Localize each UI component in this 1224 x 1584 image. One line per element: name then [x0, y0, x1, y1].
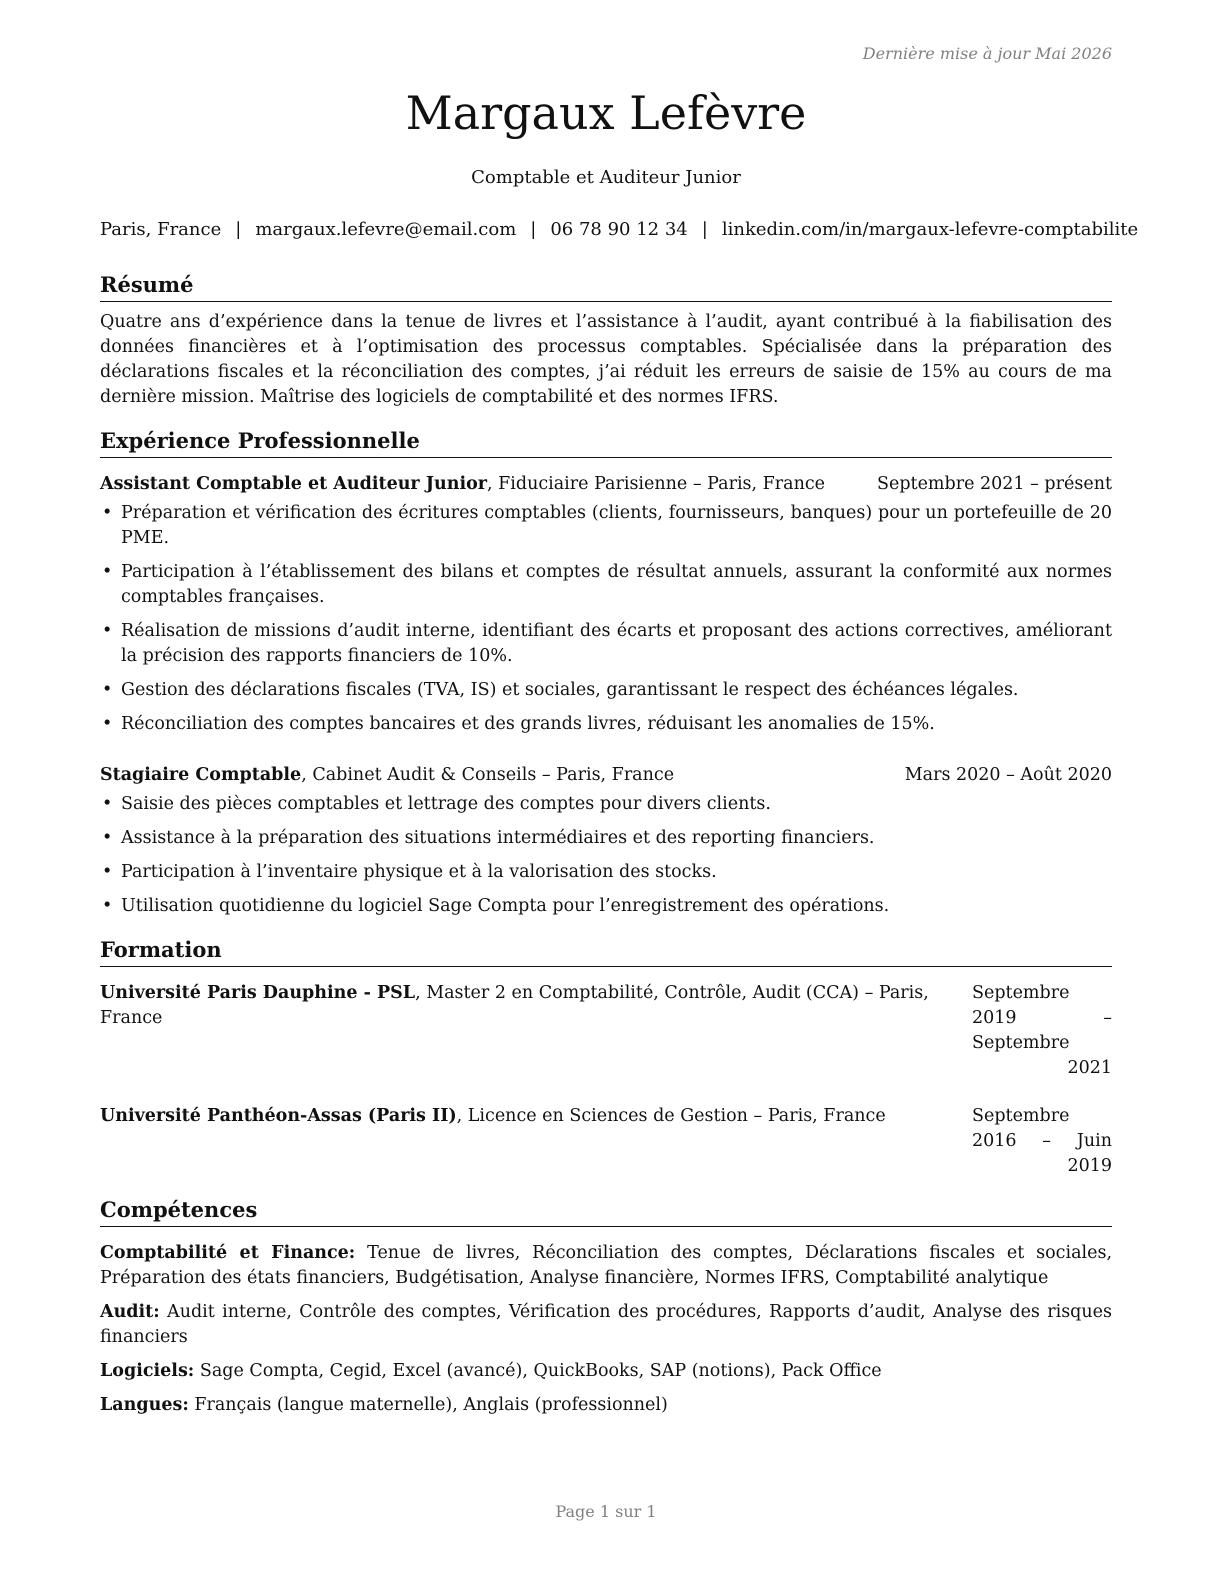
skill-text: Français (langue maternelle), Anglais (professionnel)	[188, 1395, 668, 1415]
skill-line	[100, 1300, 1112, 1350]
education-degree: , Master 2 en Comptabilité, Contrôle, Audit (CCA) – Paris, France	[100, 983, 929, 1028]
job-bullet: • Utilisation quotidienne du logiciel Sage Compta pour l’enregistrement des opérations.	[100, 894, 1112, 919]
job-bullet: • Préparation et vérification des écritures comptables (clients, fournisseurs, banques) pour un portefeuille de 20 PME.	[100, 501, 1112, 551]
education-section	[100, 935, 1112, 1179]
skill-text: Sage Compta, Cegid, Excel (avancé), QuickBooks, SAP (notions), Pack Office	[194, 1361, 882, 1381]
job-role: Assistant Comptable et Auditeur Junior	[100, 474, 488, 494]
job-role-line	[100, 472, 825, 497]
job-org: , Cabinet Audit & Conseils – Paris, France	[301, 765, 675, 785]
resume-page	[100, 0, 1139, 1584]
education-degree: , Licence en Sciences de Gestion – Paris, France	[456, 1106, 886, 1126]
skill-label: Comptabilité et Finance:	[100, 1243, 356, 1263]
education-school: Université Paris Dauphine - PSL	[100, 983, 416, 1003]
job-entry	[100, 763, 1112, 919]
education-dates: Septembre 2016 – Juin 2019	[972, 1106, 1112, 1176]
contact-separator: |	[530, 219, 537, 240]
job-bullet: • Gestion des déclarations fiscales (TVA, IS) et sociales, garantissant le respect des échéances légales.	[100, 678, 1112, 703]
summary-text: Quatre ans d’expérience dans la tenue de livres et l’assistance à l’audit, ayant contribué à la fiabilisation des données financières et à l’optimisation des processus comptables. Spécialisée dans la préparation des déclarations fiscales et la réconciliation des comptes, j’ai réduit les erreurs de saisie de 15% au cours de ma dernière mission. Maîtrise des logiciels de comptabilité et des normes IFRS.	[100, 312, 1112, 407]
job-role-line	[100, 763, 674, 788]
job-bullet: • Participation à l’inventaire physique et à la valorisation des stocks.	[100, 860, 1112, 885]
section-title-summary: Résumé	[100, 270, 1112, 302]
skill-text: Tenue de livres, Réconciliation des comptes, Déclarations fiscales et sociales, Préparation des états financiers, Budgétisation, Analyse financière, Normes IFRS, Comptabilité analytique	[100, 1243, 1113, 1288]
education-dates: Septembre 2019 – Septembre 2021	[972, 983, 1112, 1078]
job-dates: Mars 2020 – Août 2020	[904, 765, 1112, 785]
job-title: Comptable et Auditeur Junior	[471, 167, 741, 188]
skill-label: Audit:	[100, 1302, 160, 1322]
contact-linkedin[interactable]: linkedin.com/in/margaux-lefevre-comptabilite	[721, 219, 1139, 240]
job-bullet: • Réalisation de missions d’audit interne, identifiant des écarts et proposant des actions correctives, améliorant la précision des rapports financiers de 10%.	[100, 619, 1112, 669]
skill-label: Langues:	[100, 1395, 189, 1415]
experience-section	[100, 426, 1112, 919]
contact-separator: |	[701, 219, 708, 240]
job-header	[100, 472, 1112, 497]
job-entry	[100, 472, 1112, 737]
skill-line	[100, 1393, 1112, 1418]
candidate-name: Margaux Lefèvre	[405, 86, 807, 140]
job-role: Stagiaire Comptable	[100, 765, 302, 785]
education-row	[100, 1104, 1112, 1179]
skill-label: Logiciels:	[100, 1361, 195, 1381]
page-number: Page 1 sur 1	[555, 1502, 657, 1521]
job-bullet: • Réconciliation des comptes bancaires et des grands livres, réduisant les anomalies de 15%.	[100, 712, 1112, 737]
job-org: , Fiduciaire Parisienne – Paris, France	[487, 474, 826, 494]
contact-email[interactable]: margaux.lefevre@email.com	[255, 219, 517, 240]
education-entry	[100, 1104, 1112, 1179]
education-info	[100, 1104, 972, 1179]
education-row	[100, 981, 1112, 1081]
job-bullets	[100, 501, 1112, 737]
job-bullet: • Participation à l’établissement des bilans et comptes de résultat annuels, assurant la conformité aux normes comptables françaises.	[100, 560, 1112, 610]
contact-line	[100, 219, 1139, 240]
job-bullet: • Assistance à la préparation des situations intermédiaires et des reporting financiers.	[100, 826, 1112, 851]
job-dates: Septembre 2021 – présent	[877, 474, 1112, 494]
summary-section	[100, 270, 1112, 410]
skills-section	[100, 1195, 1112, 1418]
section-title-education: Formation	[100, 935, 1112, 967]
skill-line	[100, 1241, 1112, 1291]
job-header	[100, 763, 1112, 788]
education-entry	[100, 981, 1112, 1081]
contact-location: Paris, France	[100, 219, 222, 240]
section-title-skills: Compétences	[100, 1195, 1112, 1227]
skill-line	[100, 1359, 1112, 1384]
contact-phone[interactable]: 06 78 90 12 34	[550, 219, 688, 240]
skill-text: Audit interne, Contrôle des comptes, Vérification des procédures, Rapports d’audit, Analyse des risques financiers	[100, 1302, 1112, 1347]
job-bullet: • Saisie des pièces comptables et lettrage des comptes pour divers clients.	[100, 792, 1112, 817]
section-title-experience: Expérience Professionnelle	[100, 426, 1112, 458]
resume-content	[100, 270, 1112, 1434]
last-updated: Dernière mise à jour Mai 2026	[862, 44, 1112, 63]
education-school: Université Panthéon-Assas (Paris II)	[100, 1106, 457, 1126]
education-info	[100, 981, 972, 1081]
job-bullets	[100, 792, 1112, 919]
contact-separator: |	[235, 219, 242, 240]
